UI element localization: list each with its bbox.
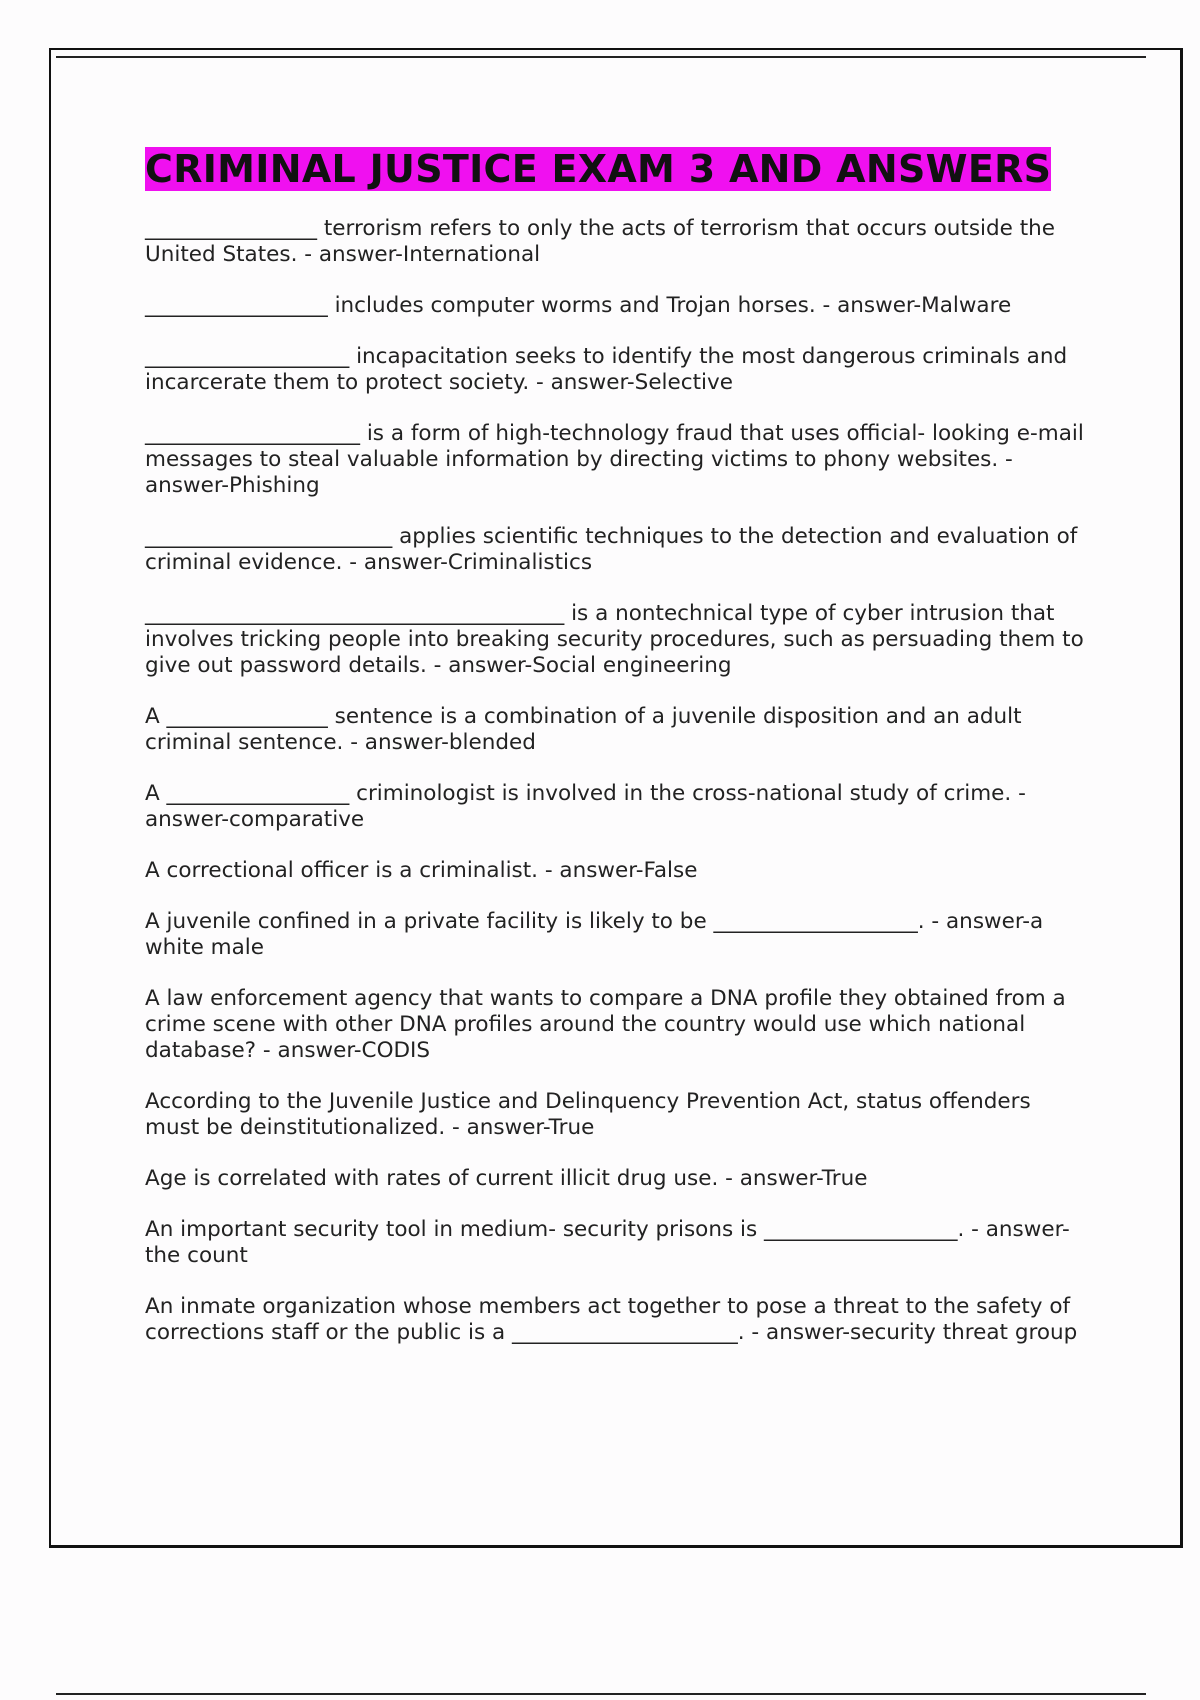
qa-item: _______________________ applies scientific techniques to the detection and evaluation of criminal evidence. - answer-Criminalistics — [145, 524, 1078, 575]
qa-item: A correctional officer is a criminalist. - answer-False — [145, 858, 698, 883]
question-answer-list — [145, 216, 1090, 1346]
qa-item: ____________________ is a form of high-technology fraud that uses official- looking e-mail messages to steal valuable information by directing victims to phony websites. - answer-Phishing — [145, 421, 1084, 498]
document-title: CRIMINAL JUSTICE EXAM 3 AND ANSWERS — [145, 147, 1052, 191]
qa-item: A juvenile confined in a private facility is likely to be ___________________. - answer-a white male — [145, 909, 1044, 960]
qa-item: A law enforcement agency that wants to compare a DNA profile they obtained from a crime scene with other DNA profiles around the country would use which national database? - answer-CODIS — [145, 986, 1066, 1063]
qa-item: Age is correlated with rates of current illicit drug use. - answer-True — [145, 1166, 868, 1191]
qa-item: A _______________ sentence is a combination of a juvenile disposition and an adult criminal sentence. - answer-blended — [145, 704, 1022, 755]
qa-item: According to the Juvenile Justice and Delinquency Prevention Act, status offenders must be deinstitutionalized. - answer-True — [145, 1089, 1031, 1140]
qa-item: ___________________ incapacitation seeks to identify the most dangerous criminals and incarcerate them to protect society. - answer-Selective — [145, 344, 1068, 395]
qa-item: _______________________________________ is a nontechnical type of cyber intrusion that involves tricking people into breaking security procedures, such as persuading them to give out password details. - answer-Social engineering — [145, 601, 1084, 678]
qa-item: An inmate organization whose members act together to pose a threat to the safety of corrections staff or the public is a _____________________. - answer-security threat group — [145, 1294, 1078, 1345]
qa-item: ________________ terrorism refers to only the acts of terrorism that occurs outside the United States. - answer-International — [145, 216, 1056, 267]
qa-item: An important security tool in medium- security prisons is __________________. - answer-the count — [145, 1217, 1070, 1268]
bottom-divider — [56, 1693, 1146, 1695]
qa-item: A _________________ criminologist is involved in the cross-national study of crime. - answer-comparative — [145, 781, 1026, 832]
top-divider — [56, 56, 1146, 58]
document-body — [145, 146, 1090, 1371]
qa-item: _________________ includes computer worms and Trojan horses. - answer-Malware — [145, 293, 1012, 318]
